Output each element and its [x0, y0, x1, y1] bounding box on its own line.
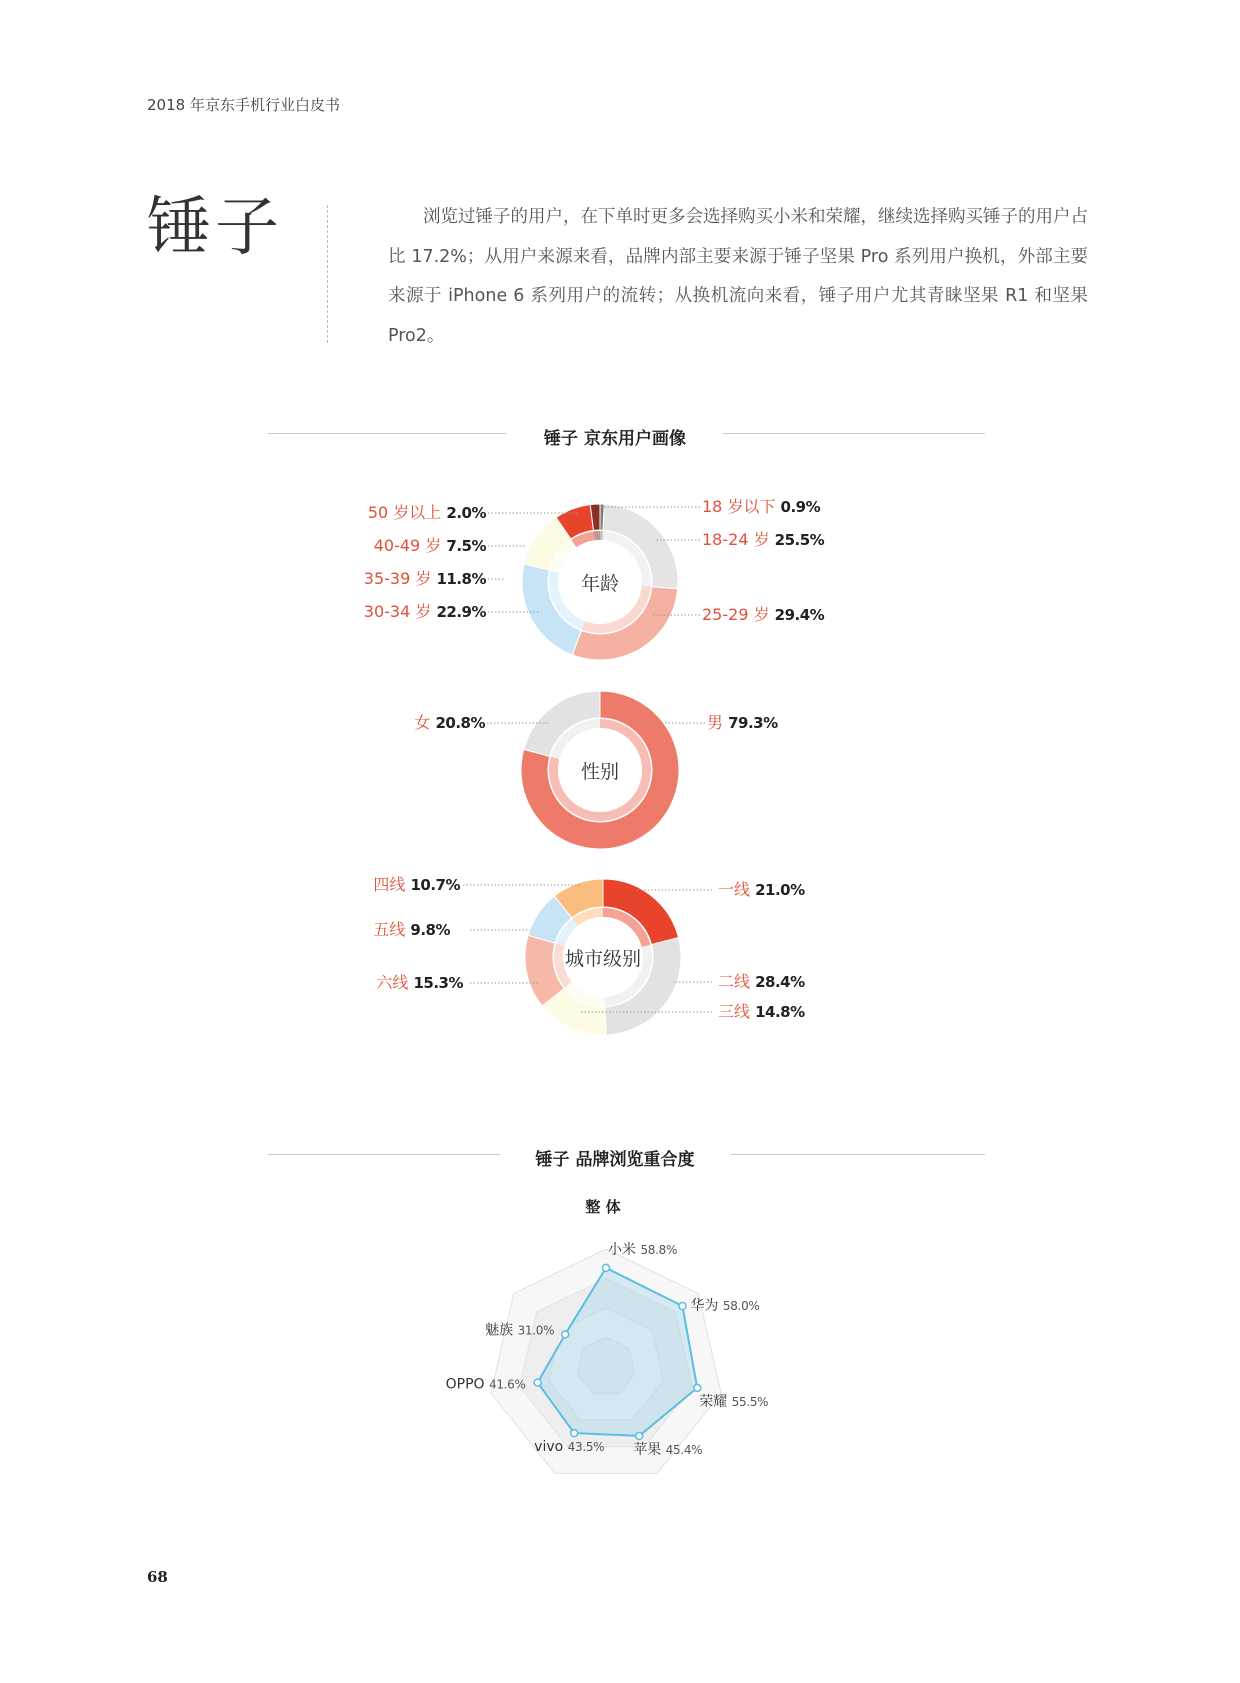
- slice-label-text: [373, 920, 450, 939]
- donut-center-label: 城市级别: [564, 948, 642, 970]
- radar-axis-value: 31.0%: [517, 1323, 555, 1338]
- radar-point: [571, 1430, 578, 1437]
- radar-axis-value: 55.5%: [731, 1394, 769, 1409]
- radar-axis-label: [608, 1241, 677, 1258]
- slice-category: 30-34 岁: [363, 602, 437, 621]
- slice-value: 7.5%: [446, 537, 486, 555]
- donut-label: [364, 569, 505, 588]
- donut-slice-inner: [594, 531, 600, 540]
- radar-axis-name: 苹果: [633, 1441, 666, 1458]
- radar-axis-name: 魅族: [485, 1322, 518, 1339]
- slice-category: 40-49 岁: [373, 536, 447, 555]
- radar-point: [562, 1331, 569, 1338]
- page-number: 68: [147, 1568, 168, 1586]
- donut-slice-inner: [600, 531, 603, 540]
- slice-label-text: [376, 973, 463, 992]
- radar-axis-label: [534, 1439, 604, 1455]
- radar-axis-value: 58.8%: [640, 1242, 678, 1257]
- donut-center-label: 年龄: [580, 573, 620, 595]
- slice-category: 25-29 岁: [702, 605, 775, 624]
- slice-value: 25.5%: [774, 531, 825, 549]
- radar-axis-label: [699, 1393, 768, 1410]
- slice-label-text: [718, 972, 805, 991]
- donut-chart-2: [414, 691, 778, 849]
- overlap-section-title: 锤子 品牌浏览重合度: [535, 1150, 695, 1170]
- radar-axis-label: [485, 1322, 554, 1338]
- slice-value: 2.0%: [446, 504, 486, 522]
- radar-axis-value: 41.6%: [489, 1377, 526, 1392]
- slice-label-text: [364, 602, 487, 621]
- slice-category: 女: [414, 713, 436, 732]
- slice-label-text: [373, 875, 460, 894]
- slice-category: 一线: [718, 880, 756, 899]
- radar-chart: [446, 1198, 769, 1473]
- running-header: 2018 年京东手机行业白皮书: [147, 96, 340, 114]
- radar-point: [679, 1303, 686, 1310]
- donut-label: [652, 605, 825, 624]
- slice-value: 22.9%: [436, 603, 486, 621]
- radar-axis-name: vivo: [534, 1439, 568, 1456]
- slice-label-text: [702, 530, 825, 549]
- donut-label: [655, 530, 825, 549]
- slice-value: 14.8%: [755, 1003, 805, 1021]
- slice-value: 10.7%: [410, 876, 460, 894]
- slice-label-text: [364, 569, 487, 588]
- intro-paragraph: 浏览过锤子的用户，在下单时更多会选择购买小米和荣耀，继续选择购买锤子的用户占比 17.2%；从用户来源来看，品牌内部主要来源于锤子坚果 Pro 系列用户换机，外部主要来源于 iPhone 6 系列用户的流转；从换机流向来看，锤子用户尤其青睐坚果 R1 和坚果 Pro2。: [388, 207, 1088, 346]
- slice-category: 三线: [718, 1002, 756, 1021]
- donut-label: [364, 602, 540, 621]
- portrait-section-title: 锤子 京东用户画像: [544, 429, 686, 449]
- slice-category: 四线: [373, 875, 411, 894]
- radar-axis-label: [633, 1441, 702, 1458]
- donut-label: [414, 713, 548, 732]
- brand-title: 锤子: [147, 191, 283, 265]
- slice-label-text: [707, 713, 778, 732]
- slice-category: 18-24 岁: [702, 530, 775, 549]
- slice-label-text: [702, 605, 825, 624]
- slice-category: 五线: [373, 920, 411, 939]
- slice-value: 29.4%: [774, 606, 825, 624]
- radar-axis-name: 华为: [690, 1298, 723, 1315]
- slice-value: 20.8%: [435, 714, 485, 732]
- donut-label: [376, 973, 539, 992]
- slice-value: 0.9%: [780, 498, 821, 516]
- slice-label-text: [702, 497, 821, 516]
- donut-label: [635, 880, 805, 899]
- donut-label: [374, 536, 525, 555]
- radar-axis-name: 荣耀: [699, 1393, 732, 1410]
- slice-value: 28.4%: [755, 973, 805, 991]
- slice-value: 79.3%: [728, 714, 778, 732]
- slice-category: 35-39 岁: [363, 569, 437, 588]
- donut-chart-1: [364, 497, 825, 660]
- donut-chart-3: [373, 875, 805, 1035]
- slice-label-text: [718, 880, 805, 899]
- radar-axis-label: [690, 1297, 759, 1314]
- radar-axis-name: 小米: [608, 1241, 641, 1258]
- radar-title: 整 体: [585, 1198, 621, 1216]
- donut-label: [368, 503, 577, 522]
- slice-label-text: [368, 503, 487, 522]
- donut-label: [373, 920, 530, 939]
- radar-axis-value: 58.0%: [722, 1299, 760, 1314]
- slice-category: 男: [707, 713, 729, 732]
- radar-point: [694, 1384, 701, 1391]
- donut-label: [373, 875, 580, 894]
- slice-label-text: [414, 713, 485, 732]
- slice-label-text: [374, 536, 487, 555]
- donut-center-label: 性别: [580, 761, 620, 783]
- slice-label-text: [718, 1002, 805, 1021]
- radar-axis-label: [446, 1377, 526, 1393]
- slice-value: 11.8%: [436, 570, 486, 588]
- radar-point: [636, 1432, 643, 1439]
- radar-axis-value: 43.5%: [567, 1440, 605, 1455]
- radar-point: [534, 1379, 541, 1386]
- slice-category: 50 岁以上: [367, 503, 447, 522]
- slice-value: 21.0%: [755, 881, 805, 899]
- radar-axis-value: 45.4%: [665, 1442, 703, 1457]
- slice-value: 9.8%: [410, 921, 450, 939]
- slice-category: 18 岁以下: [702, 497, 781, 516]
- donut-label: [673, 972, 805, 991]
- slice-value: 15.3%: [413, 974, 463, 992]
- slice-category: 六线: [376, 973, 414, 992]
- radar-point: [603, 1264, 610, 1271]
- radar-axis-name: OPPO: [445, 1376, 490, 1393]
- slice-category: 二线: [718, 972, 756, 991]
